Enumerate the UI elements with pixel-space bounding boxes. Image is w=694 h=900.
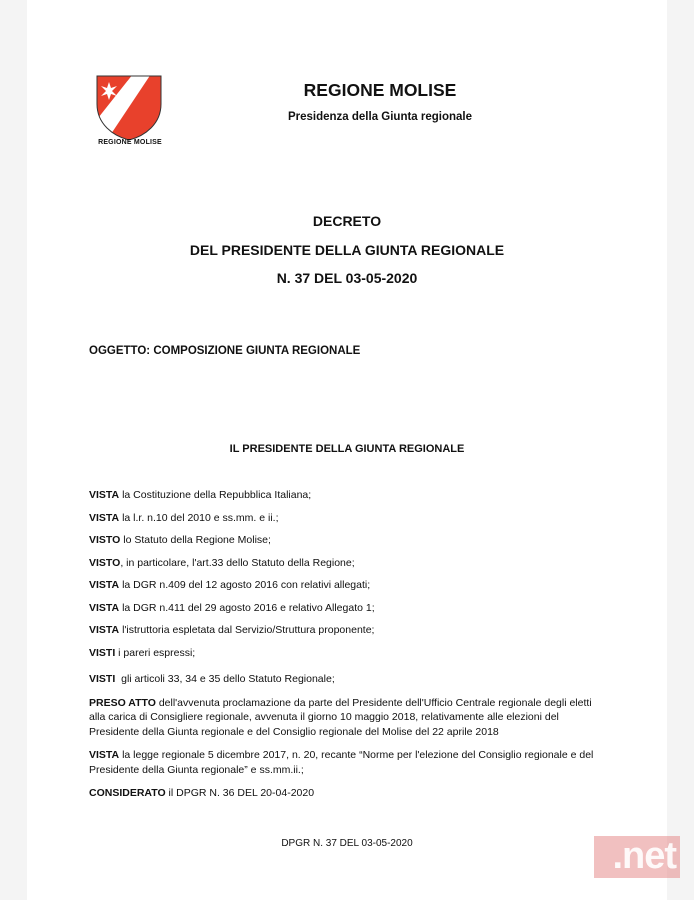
paragraph: VISTI i pareri espressi; bbox=[89, 646, 196, 659]
paragraph: CONSIDERATO il DPGR N. 36 DEL 20-04-2020 bbox=[89, 787, 315, 799]
subject-line: OGGETTO: COMPOSIZIONE GIUNTA REGIONALE bbox=[89, 345, 361, 357]
paragraph: VISTA la DGR n.411 del 29 agosto 2016 e relativo Allegato 1; bbox=[89, 601, 375, 614]
region-title: REGIONE MOLISE bbox=[303, 80, 457, 100]
paragraph: VISTA l'istruttoria espletata dal Servizio/Struttura proponente; bbox=[89, 624, 375, 636]
page-footer: DPGR N. 37 DEL 03-05-2020 bbox=[281, 838, 413, 849]
watermark-logo: .net bbox=[594, 836, 680, 878]
decree-heading-line3: N. 37 DEL 03-05-2020 bbox=[276, 270, 418, 286]
region-subtitle: Presidenza della Giunta regionale bbox=[287, 111, 473, 123]
paragraph: VISTA la l.r. n.10 del 2010 e ss.mm. e ii.; bbox=[89, 511, 279, 524]
decree-heading-line1: DECRETO bbox=[312, 213, 382, 229]
paragraph: VISTA la Costituzione della Repubblica Italiana; bbox=[89, 489, 312, 501]
paragraph: VISTO lo Statuto della Regione Molise; bbox=[89, 534, 271, 546]
logo-caption: REGIONE MOLISE bbox=[98, 139, 162, 146]
president-heading: IL PRESIDENTE DELLA GIUNTA REGIONALE bbox=[229, 443, 465, 455]
paragraph: VISTA la DGR n.409 del 12 agosto 2016 con relativi allegati; bbox=[89, 579, 371, 591]
decree-heading-line2: DEL PRESIDENTE DELLA GIUNTA REGIONALE bbox=[189, 242, 505, 258]
paragraph: VISTO, in particolare, l'art.33 dello Statuto della Regione; bbox=[89, 556, 355, 569]
paragraph: PRESO ATTO dell'avvenuta proclamazione da parte del Presidente dell'Ufficio Centrale regionale degli eletti alla carica di Consigliere regionale, avvenuta il giorno 10 maggio 2018, relativamente alle elezioni del Presidente della Giunta regionale e del Consiglio regionale del Molise del 22 aprile 2018 bbox=[89, 696, 592, 738]
decree-body bbox=[89, 488, 609, 801]
paragraph: VISTA la legge regionale 5 dicembre 2017, n. 20, recante “Norme per l'elezione del Consiglio regionale e del Presidente della Giunta regionale” e ss.mm.ii.; bbox=[89, 749, 594, 776]
paragraph: VISTI gli articoli 33, 34 e 35 dello Statuto Regionale; bbox=[89, 673, 335, 685]
